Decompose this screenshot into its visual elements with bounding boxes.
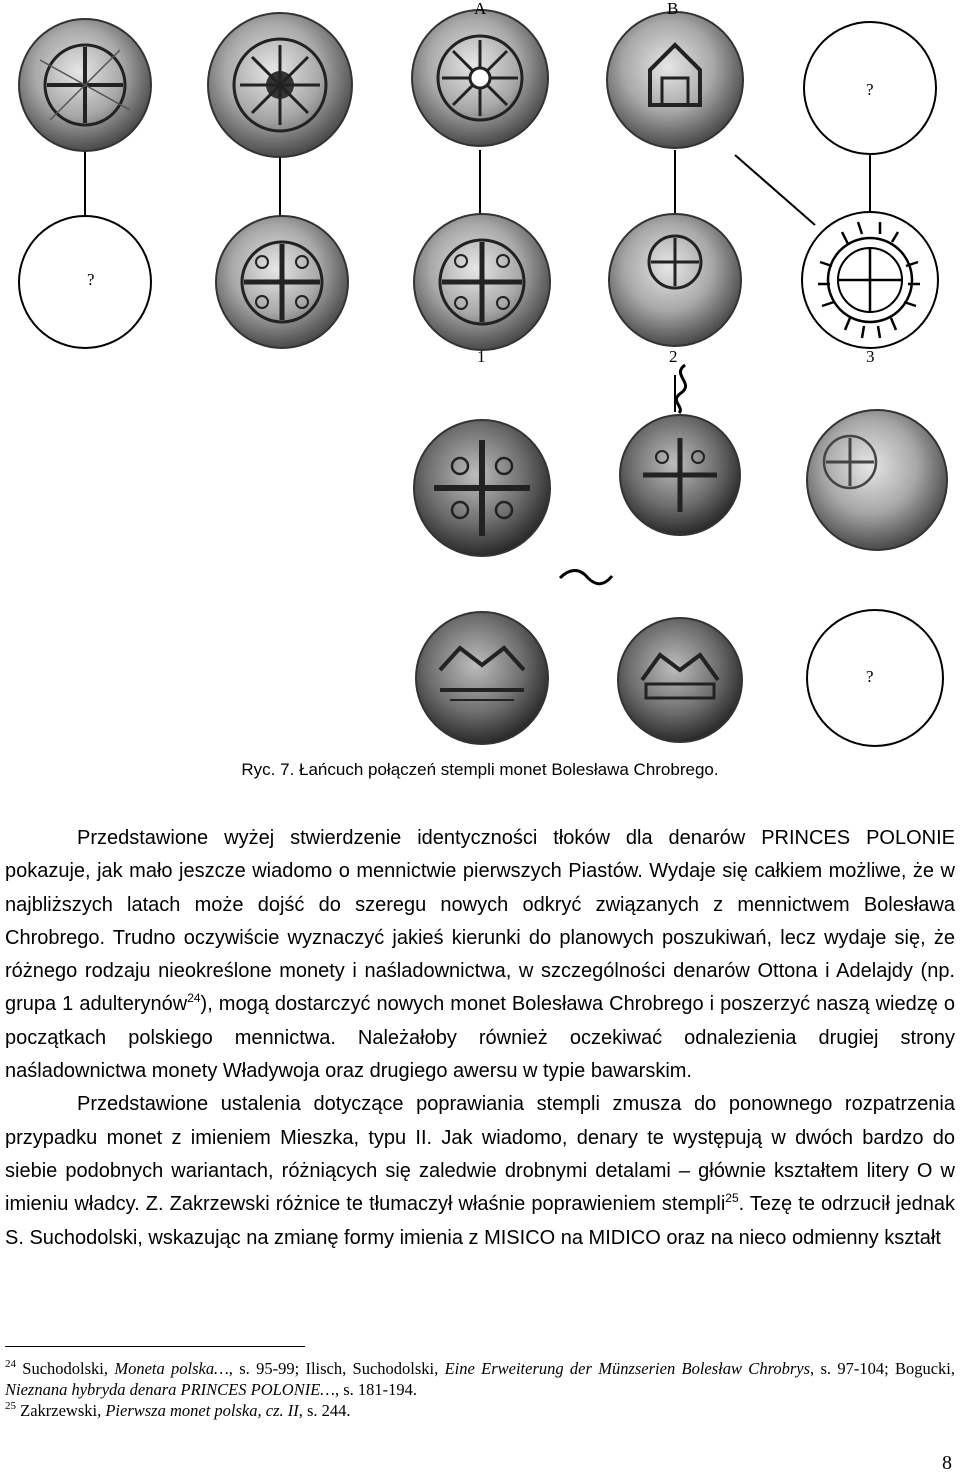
coin-row1-3 [412, 10, 548, 146]
coin-row3-2 [620, 415, 740, 535]
coin-row1-1 [19, 19, 151, 151]
footnote-24-text-e: , s. 97-104; Bogucki, [810, 1359, 955, 1378]
similarity-mark-horizontal [560, 571, 612, 584]
paragraph-1 [5, 822, 955, 1088]
label-2: 2 [669, 347, 678, 366]
footnote-24-title-2: Eine Erweiterung der Münzserien Bolesław Chrobrys [444, 1359, 811, 1378]
label-3: 3 [866, 347, 875, 366]
paragraph-2 [5, 1088, 955, 1254]
coin-row3-1 [414, 420, 550, 556]
unknown-coin-row2 [19, 216, 151, 348]
page-number: 8 [942, 1452, 952, 1474]
coin-row4-1 [416, 612, 548, 744]
body-text [5, 822, 955, 1255]
footnote-ref-25[interactable]: 25 [725, 1191, 739, 1206]
footnote-24-text-a: Suchodolski, [16, 1359, 115, 1378]
paragraph-2-part-b: . Tezę te odrzucił jednak S. Suchodolski, wskazując na zmianę formy imienia z MISICO na MIDICO oraz na nieco odmienny kształt [5, 1193, 955, 1249]
footnote-24-number: 24 [5, 1358, 16, 1370]
label-1: 1 [477, 347, 486, 366]
footnote-25 [5, 1400, 955, 1421]
footnote-25-text-c: , s. 244. [298, 1401, 351, 1420]
coin-row2-drawing [802, 212, 938, 348]
similarity-mark-vertical [676, 365, 685, 413]
footnote-24 [5, 1358, 955, 1400]
coin-row3-3 [807, 410, 947, 550]
question-mark-2: ? [87, 270, 95, 289]
coin-row1-4 [607, 12, 743, 148]
footnote-25-text-a: Zakrzewski, [16, 1401, 106, 1420]
footnote-ref-24[interactable]: 24 [187, 991, 201, 1006]
coin-row1-2 [208, 13, 352, 157]
question-mark-1: ? [866, 80, 874, 99]
coin-row4-2 [618, 618, 742, 742]
footnote-25-title: Pierwsza monet polska, cz. II [105, 1401, 299, 1420]
coin-row2-2 [414, 214, 550, 350]
footnote-24-title-1: Moneta polska… [114, 1359, 229, 1378]
coin-row2-3 [609, 214, 741, 346]
label-b: B [667, 0, 679, 18]
question-mark-3: ? [866, 667, 874, 686]
footnote-24-title-3: Nieznana hybryda denara PRINCES POLONIE… [5, 1380, 335, 1399]
footnote-24-text-c: , s. 95-99; Ilisch, Suchodolski, [228, 1359, 445, 1378]
unknown-coin-row4 [807, 610, 943, 746]
paragraph-2-part-a: Przedstawione ustalenia dotyczące poprawiania stempli zmusza do ponownego rozpatrzenia przypadku monet z imieniem Mieszka, typu II. Jak wiadomo, denary te występują w dwóch bardzo do siebie podobnych wariantach, różniących się zaledwie drobnymi detalami – głównie kształtem litery O w imieniu władcy. Z. Zakrzewski różnice te tłumaczył właśnie poprawieniem stempli [5, 1093, 955, 1216]
footnote-25-number: 25 [5, 1400, 16, 1412]
footnote-24-text-g: , s. 181-194. [334, 1380, 418, 1399]
paragraph-1-part-a: Przedstawione wyżej stwierdzenie identyczności tłoków dla denarów PRINCES POLONIE pokazuje, jak mało jeszcze wiadomo o mennictwie pierwszych Piastów. Wydaje się całkiem możliwe, że w najbliższych latach może dojść do szeregu nowych odkryć związanych z mennictwem Bolesława Chrobrego. Trudno oczywiście wyznaczyć jakieś kierunki do planowych poszukiwań, lecz wydaje się, że różnego rodzaju nieokreślone monety i naśladownictwa, w szczególności denarów Ottona i Adelajdy (np. grupa 1 adulterynów [5, 827, 955, 1016]
footnote-rule [5, 1346, 305, 1347]
paragraph-1-part-b: ), mogą dostarczyć nowych monet Bolesława Chrobrego i poszerzyć naszą wiedzę o początkach polskiego mennictwa. Należałoby również oczekiwać odnalezienia drugiej strony naśladownictwa monety Władywoja oraz drugiego awersu w typie bawarskim. [5, 993, 955, 1083]
figure-caption: Ryc. 7. Łańcuch połączeń stempli monet Bolesława Chrobrego. [241, 760, 719, 779]
footnotes [5, 1358, 955, 1421]
coin-row2-1 [216, 216, 348, 348]
label-a: A [474, 0, 487, 18]
